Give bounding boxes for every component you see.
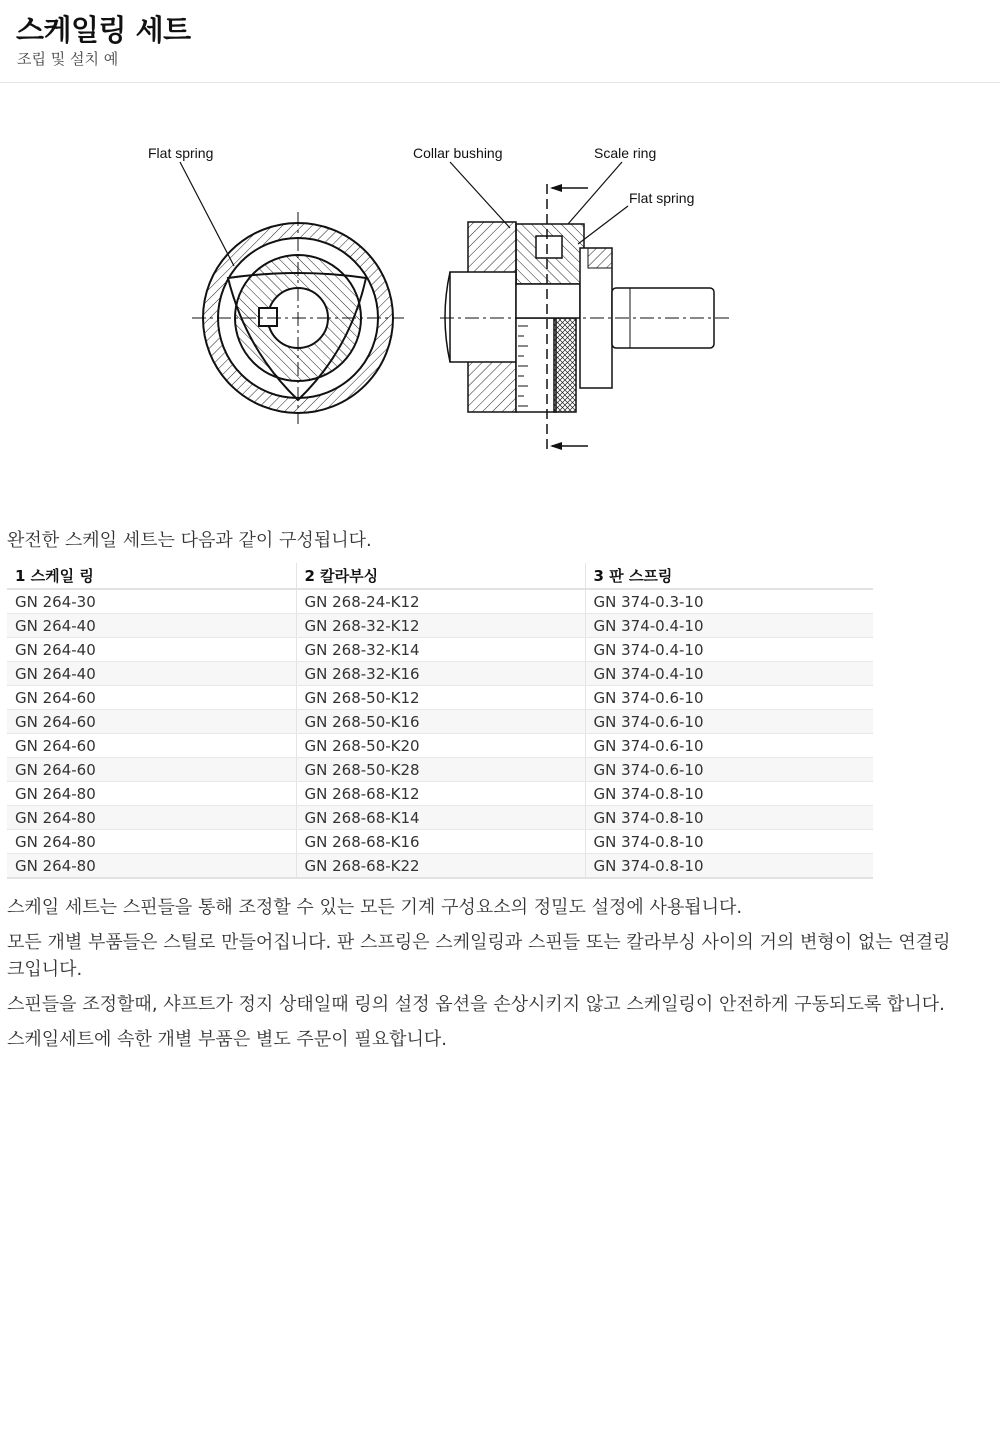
table-row <box>7 854 873 879</box>
table-cell: GN 268-50-K12 <box>296 686 585 710</box>
table-cell: GN 374-0.3-10 <box>585 589 873 614</box>
table-header-row <box>7 563 873 589</box>
page-subtitle: 조립 및 설치 예 <box>17 50 119 68</box>
table-cell: GN 374-0.6-10 <box>585 710 873 734</box>
description-paragraph-material: 모든 개별 부품들은 스틸로 만들어집니다. 판 스프링은 스케일링과 스핀들 또는 칼라부싱 사이의 거의 변형이 없는 연결링크입니다. <box>7 932 951 980</box>
table-row <box>7 830 873 854</box>
table-cell: GN 268-50-K28 <box>296 758 585 782</box>
table-cell: GN 264-30 <box>7 589 296 614</box>
description-paragraph-usage: 스케일 세트는 스핀들을 통해 조정할 수 있는 모든 기계 구성요소의 정밀도 설정에 사용됩니다. <box>7 897 743 918</box>
label-scale-ring: Scale ring <box>594 145 657 161</box>
table-row <box>7 662 873 686</box>
table-row <box>7 614 873 638</box>
description-paragraph-ordering: 스케일세트에 속한 개별 부품은 별도 주문이 필요합니다. <box>7 1029 447 1050</box>
table-cell: GN 374-0.4-10 <box>585 614 873 638</box>
table-cell: GN 268-32-K14 <box>296 638 585 662</box>
column-header-flat-spring: 3 판 스프링 <box>585 563 873 589</box>
table-cell: GN 374-0.8-10 <box>585 806 873 830</box>
table-cell: GN 264-60 <box>7 734 296 758</box>
table-cell: GN 268-50-K20 <box>296 734 585 758</box>
table-cell: GN 264-60 <box>7 686 296 710</box>
table-row <box>7 589 873 614</box>
table-cell: GN 264-80 <box>7 854 296 879</box>
table-cell: GN 264-40 <box>7 614 296 638</box>
table-cell: GN 264-60 <box>7 710 296 734</box>
table-cell: GN 374-0.6-10 <box>585 734 873 758</box>
table-cell: GN 268-32-K12 <box>296 614 585 638</box>
page-title: 스케일링 세트 <box>16 13 191 47</box>
table-cell: GN 374-0.4-10 <box>585 662 873 686</box>
table-cell: GN 268-68-K22 <box>296 854 585 879</box>
table-cell: GN 268-68-K16 <box>296 830 585 854</box>
end-view <box>192 212 404 424</box>
label-collar-bushing: Collar bushing <box>413 145 503 161</box>
section-view <box>440 184 730 452</box>
table-cell: GN 264-80 <box>7 806 296 830</box>
column-header-scale-ring: 1 스케일 링 <box>7 563 296 589</box>
table-cell: GN 374-0.8-10 <box>585 854 873 879</box>
assembly-drawing <box>140 140 740 460</box>
table-cell: GN 264-80 <box>7 782 296 806</box>
table-cell: GN 374-0.6-10 <box>585 758 873 782</box>
table-cell: GN 264-60 <box>7 758 296 782</box>
table-cell: GN 374-0.8-10 <box>585 782 873 806</box>
table-cell: GN 264-80 <box>7 830 296 854</box>
table-row <box>7 638 873 662</box>
table-cell: GN 268-50-K16 <box>296 710 585 734</box>
parts-table <box>7 563 873 879</box>
table-cell: GN 268-68-K12 <box>296 782 585 806</box>
table-cell: GN 374-0.4-10 <box>585 638 873 662</box>
table-row <box>7 758 873 782</box>
table-cell: GN 264-40 <box>7 662 296 686</box>
table-row <box>7 806 873 830</box>
page-header <box>0 0 1000 83</box>
table-cell: GN 268-32-K16 <box>296 662 585 686</box>
intro-text: 완전한 스케일 세트는 다음과 같이 구성됩니다. <box>7 530 372 551</box>
table-cell: GN 374-0.8-10 <box>585 830 873 854</box>
table-row <box>7 686 873 710</box>
table-cell: GN 374-0.6-10 <box>585 686 873 710</box>
description-paragraph-adjustment: 스핀들을 조정할때, 샤프트가 정지 상태일때 링의 설정 옵션을 손상시키지 않고 스케일링이 안전하게 구동되도록 합니다. <box>7 994 945 1015</box>
label-flat-spring-left: Flat spring <box>148 145 214 161</box>
table-row <box>7 734 873 758</box>
table-cell: GN 268-24-K12 <box>296 589 585 614</box>
column-header-collar-bushing: 2 칼라부싱 <box>296 563 585 589</box>
table-cell: GN 268-68-K14 <box>296 806 585 830</box>
table-row <box>7 782 873 806</box>
label-flat-spring-right: Flat spring <box>629 190 695 206</box>
table-cell: GN 264-40 <box>7 638 296 662</box>
table-row <box>7 710 873 734</box>
